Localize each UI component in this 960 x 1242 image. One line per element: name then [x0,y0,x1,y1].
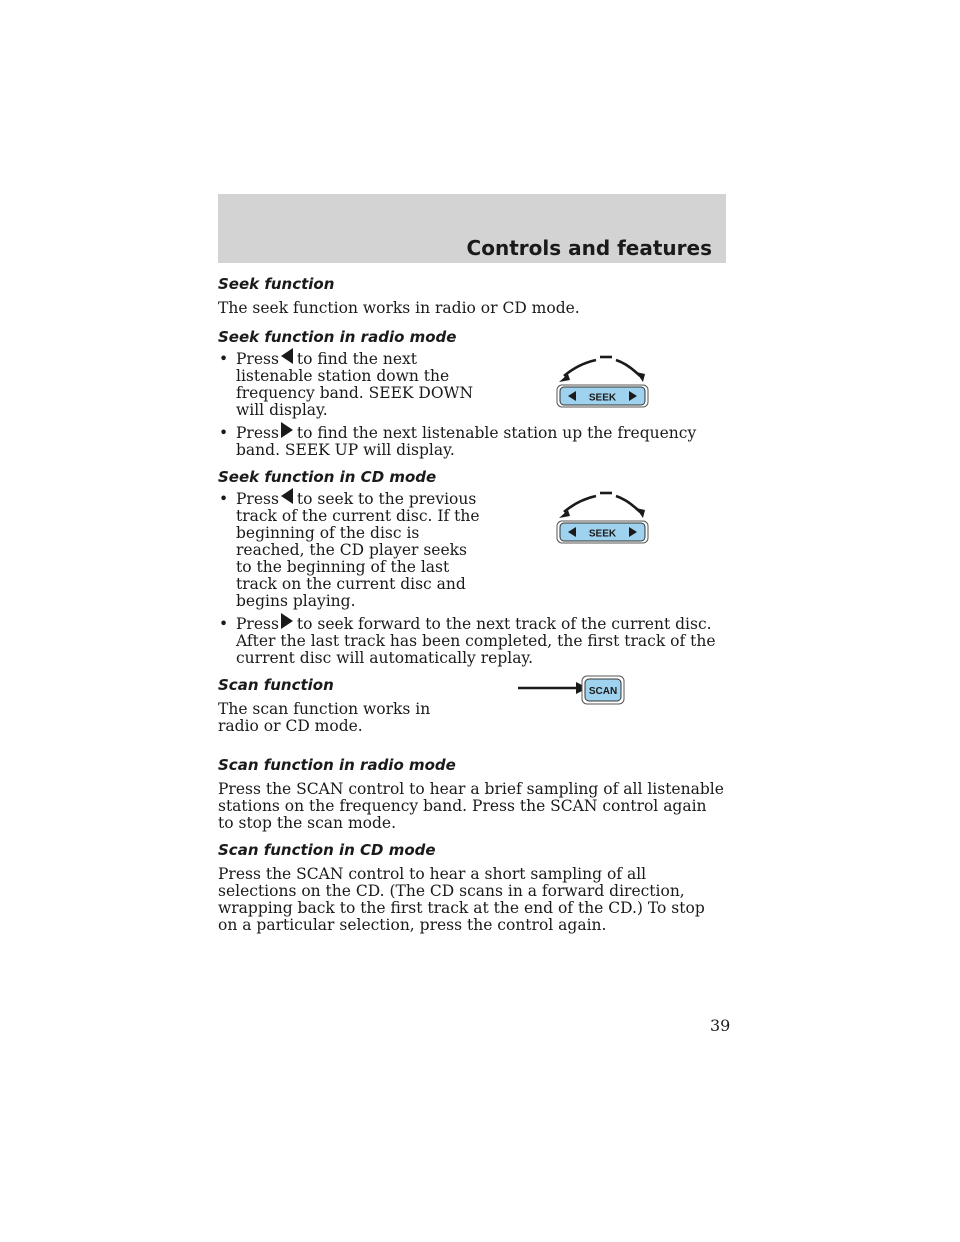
seek-radio-bullet-2: • Press to find the next listenable station up the frequency band. SEEK UP will display. [219,424,697,459]
seek-button-illustration [556,488,656,544]
scan-radio-heading: Scan function in radio mode [218,756,456,774]
seek-cd-heading: Seek function in CD mode [218,468,437,486]
seek-left-arrow-icon [281,348,293,364]
page-number: 39 [710,1016,731,1035]
scan-cd-heading: Scan function in CD mode [218,841,436,859]
header-band [218,194,726,263]
seek-button-label: SEEK [588,528,617,540]
seek-radio-bullet-1: • Press to find the next listenable station down the frequency band. SEEK DOWN will display. [219,350,474,419]
seek-radio-heading: Seek function in radio mode [218,328,457,346]
seek-left-arrow-icon [281,488,293,504]
scan-heading: Scan function [218,676,334,694]
seek-right-arrow-icon [281,422,293,438]
seek-cd-bullet-1: • Press to seek to the previous track of the current disc. If the beginning of the disc is reached, the CD player seeks to the beginning of the last track on the current disc and begins playing. [219,490,480,610]
scan-button-label: SCAN [588,686,618,697]
scan-intro: The scan function works in radio or CD mode. [218,700,431,735]
seek-right-arrow-icon [281,613,293,629]
seek-heading: Seek function [218,275,335,293]
seek-cd-bullet-2: • Press to seek forward to the next track of the current disc. After the last track has been completed, the first track of the current disc will automatically replay. [219,615,716,667]
seek-button-label: SEEK [588,392,617,404]
seek-intro: The seek function works in radio or CD mode. [218,299,580,317]
scan-cd-text: Press the SCAN control to hear a short sampling of all selections on the CD. (The CD scans in a forward direction, wrapping back to the first track at the end of the CD.) To stop on a particular selection, press the control again. [218,865,705,934]
scan-button-illustration [518,674,628,706]
seek-button-illustration [556,352,656,408]
section-title: Controls and features [466,236,712,260]
scan-radio-text: Press the SCAN control to hear a brief sampling of all listenable stations on the frequency band. Press the SCAN control again to stop the scan mode. [218,780,724,832]
